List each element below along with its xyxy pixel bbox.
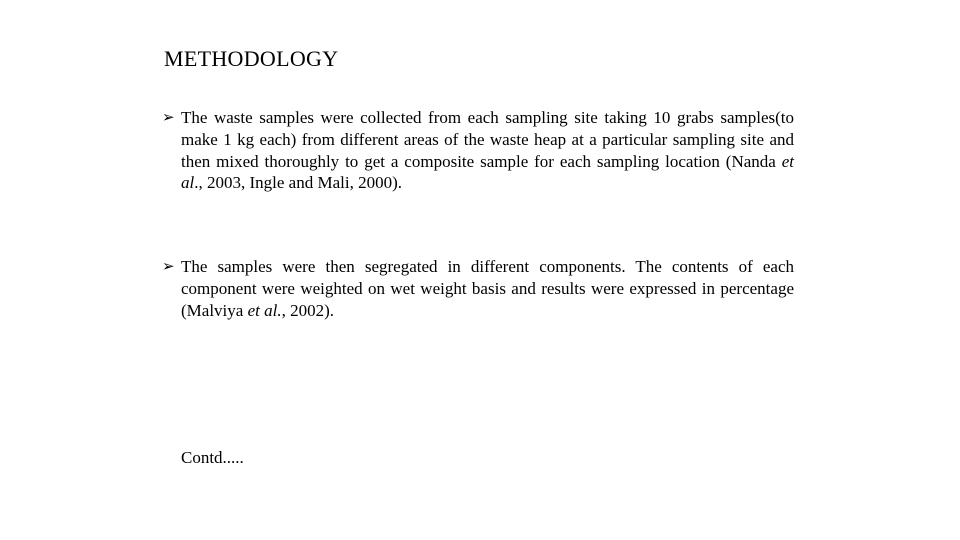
bullet-text-part: The samples were then segregated in different components. The contents of each component were weighted on wet weight basis and results were expressed in percentage (Malviya	[181, 257, 794, 320]
bullet-item-sampling	[162, 107, 794, 194]
citation-italic: et al	[181, 151, 794, 193]
arrow-bullet-icon: ➢	[162, 257, 175, 275]
citation-italic: et al.	[247, 300, 282, 320]
bullet-item-segregation	[162, 256, 794, 321]
arrow-bullet-icon: ➢	[162, 108, 175, 126]
bullet-text-part: , 2002).	[281, 300, 334, 320]
bullet-text-part: ., 2003, Ingle and Mali, 2000).	[194, 173, 402, 193]
continued-note: Contd.....	[181, 448, 244, 467]
slide-title: METHODOLOGY	[164, 46, 339, 71]
bullet-text	[181, 256, 794, 321]
bullet-text	[181, 107, 794, 194]
bullet-text-part: The waste samples were collected from each sampling site taking 10 grabs samples(to make 1 kg each) from different areas of the waste heap at a particular sampling site and then mixed thoroughly to get a composite sample for each sampling location (Nanda	[181, 108, 794, 171]
